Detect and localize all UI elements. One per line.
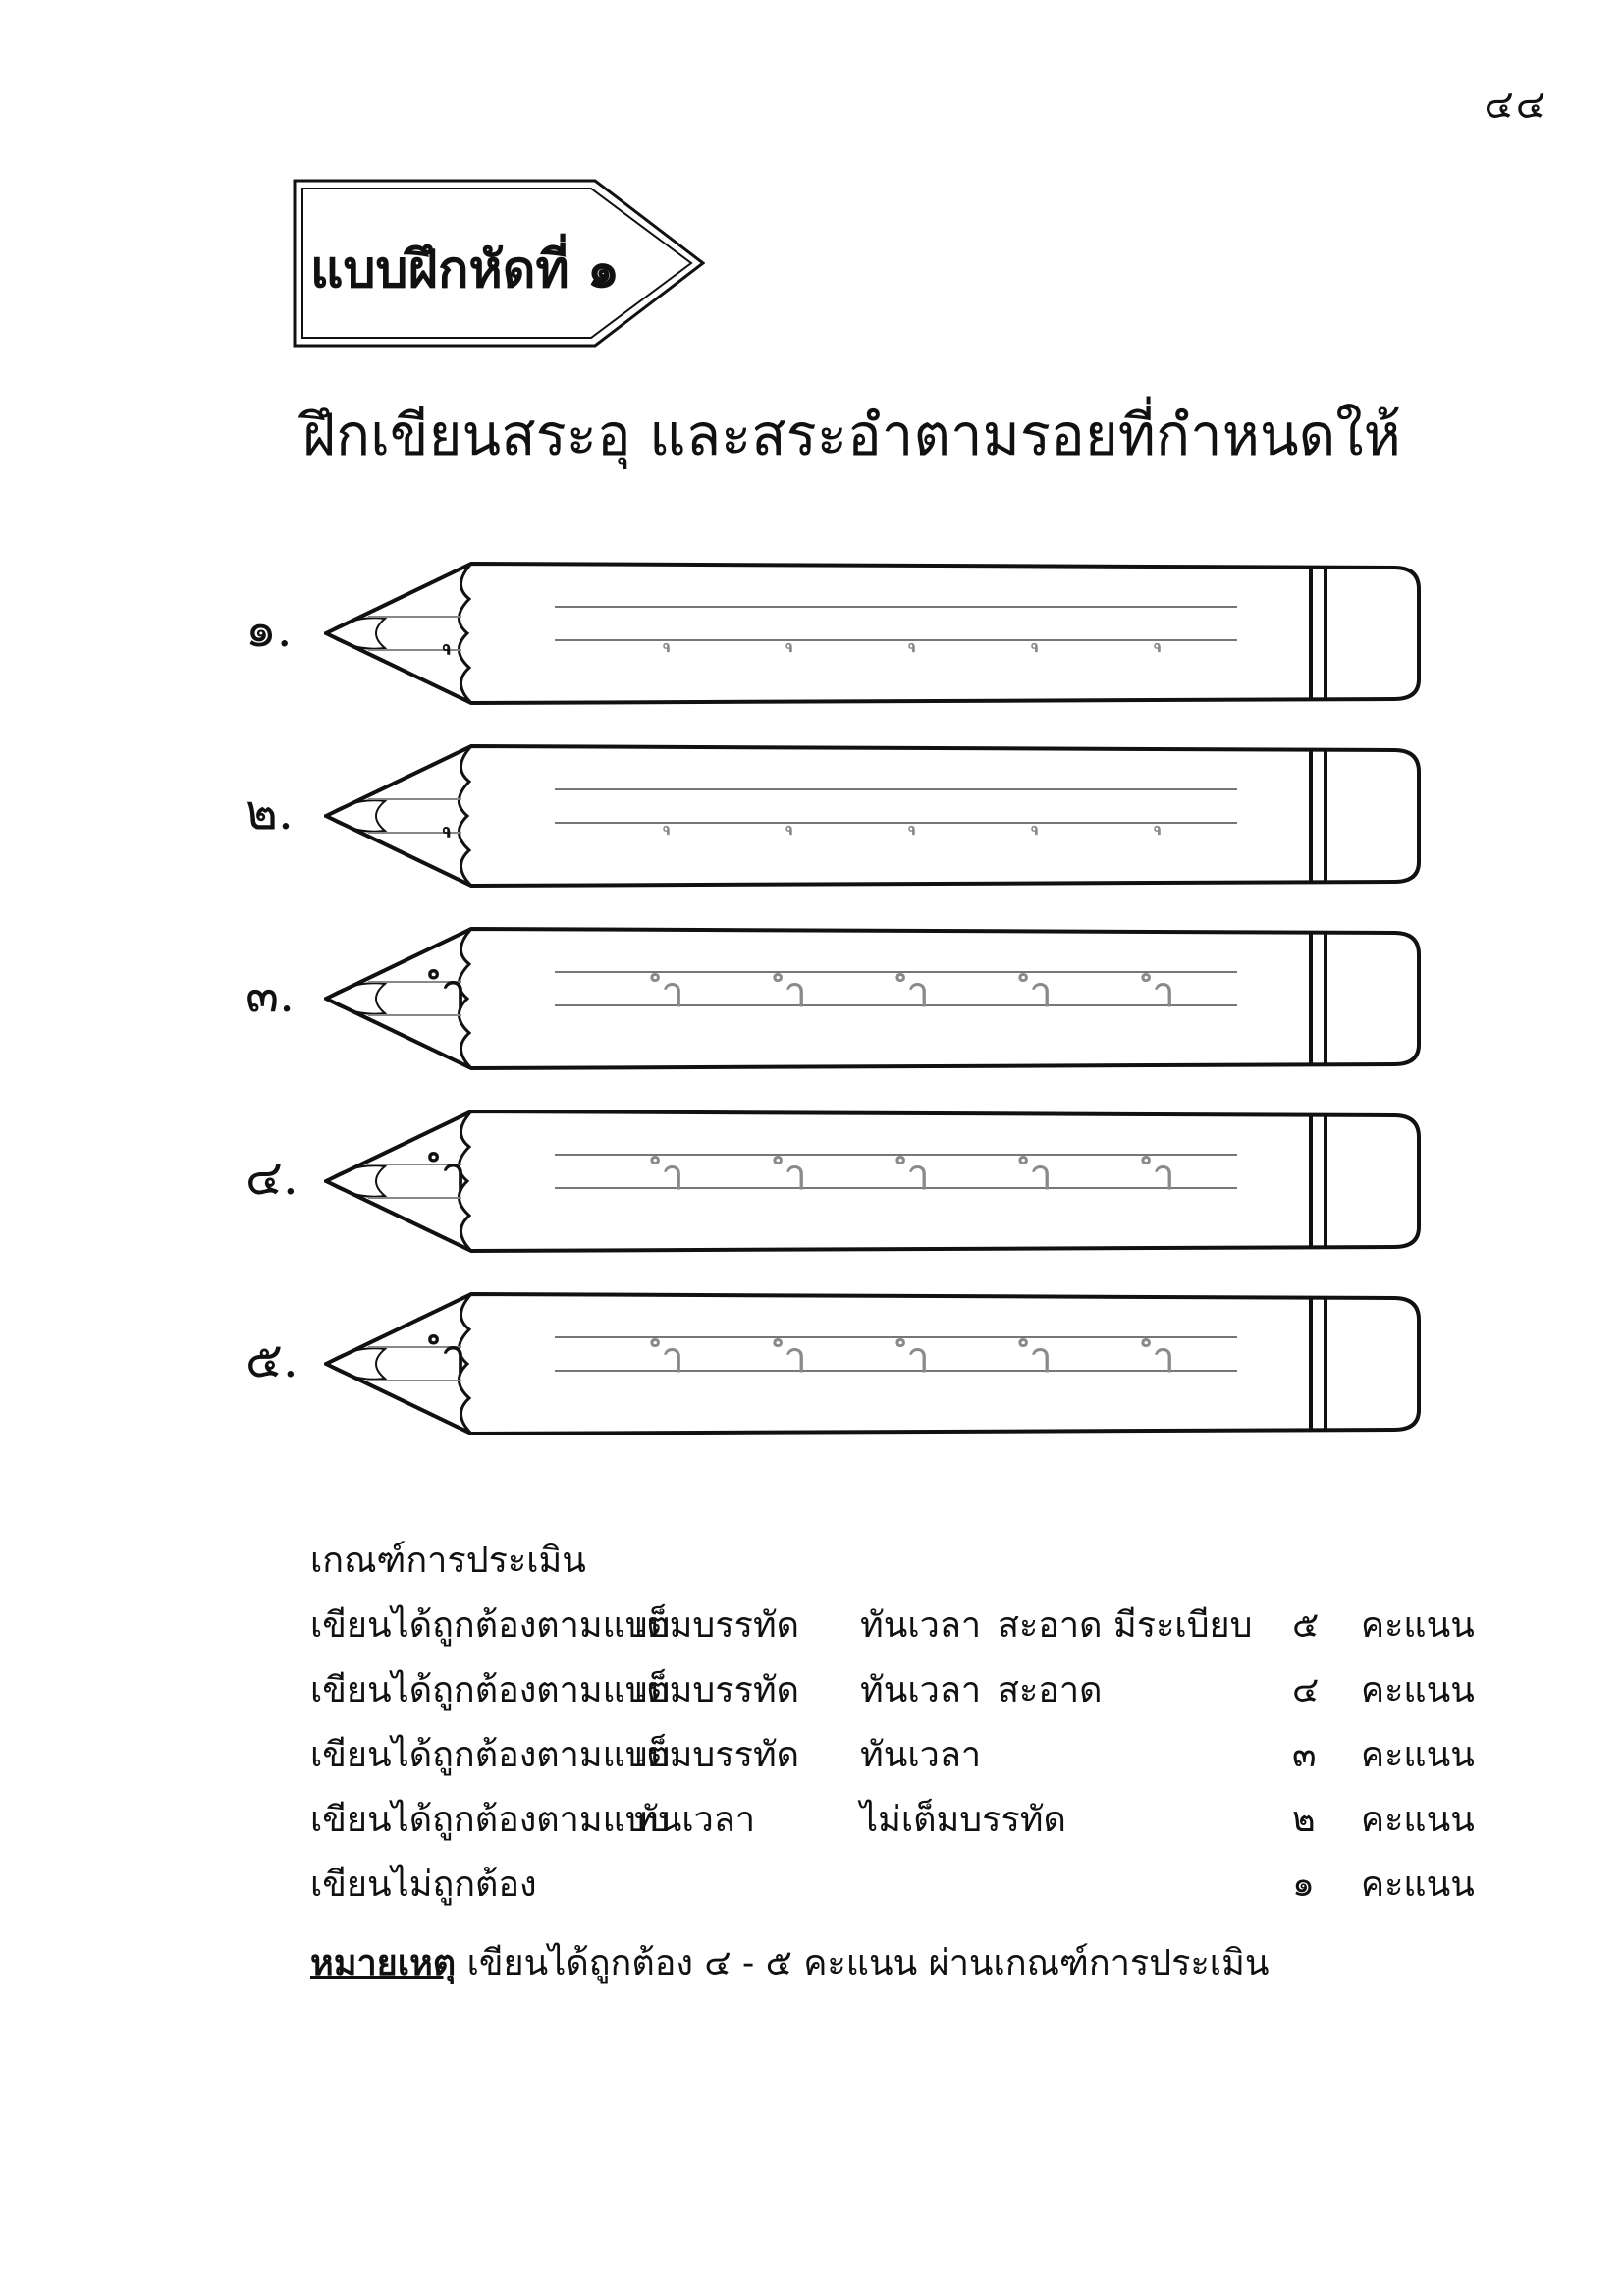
trace-guide-glyph xyxy=(1129,778,1198,842)
trace-guide-glyph: ำ xyxy=(906,968,930,1016)
criteria-condition: มีระเบียบ xyxy=(1113,1605,1253,1646)
criteria-condition: สะอาด xyxy=(998,1670,1103,1710)
trace-guide-glyph: ำ xyxy=(1029,1333,1053,1381)
trace-guide-glyph: ำ xyxy=(661,1151,684,1199)
criteria-condition: ทันเวลา xyxy=(860,1670,982,1710)
pencil-tip-glyph: ำ xyxy=(440,1147,467,1202)
trace-guide-glyph: ำ xyxy=(1152,1151,1175,1199)
criteria-condition: เต็มบรรทัด xyxy=(634,1605,800,1646)
trace-guide-glyph: ำ xyxy=(784,1151,807,1199)
criteria-unit: คะแนน xyxy=(1361,1670,1475,1710)
criteria-condition: เขียนไม่ถูกต้อง xyxy=(310,1865,537,1905)
trace-guide-glyph xyxy=(638,778,707,842)
note-text: เขียนได้ถูกต้อง ๔ - ๕ คะแนน ผ่านเกณฑ์การประเมิน xyxy=(456,1943,1270,1983)
trace-guide-glyph: ำ xyxy=(1152,1333,1175,1381)
criteria-row xyxy=(310,1791,1489,1850)
criteria-score: ๔ xyxy=(1292,1670,1320,1710)
pencil-row xyxy=(245,925,1424,1072)
trace-guide-glyph xyxy=(884,778,952,842)
trace-guide-glyph: ำ xyxy=(1152,968,1175,1016)
criteria-condition: เขียนได้ถูกต้องตามแบบ xyxy=(310,1735,671,1775)
trace-guide-glyph xyxy=(761,778,830,842)
criteria-condition: สะอาด xyxy=(998,1605,1103,1646)
criteria-condition: ทันเวลา xyxy=(634,1800,756,1840)
pencil-row xyxy=(245,1290,1424,1437)
criteria-row xyxy=(310,1856,1489,1915)
criteria-row xyxy=(310,1661,1489,1720)
trace-guide-glyph: ำ xyxy=(661,968,684,1016)
trace-guide-glyph xyxy=(884,595,952,660)
pencil-row xyxy=(245,742,1424,890)
criteria-condition: ทันเวลา xyxy=(860,1735,982,1775)
trace-guide-glyph: ำ xyxy=(784,968,807,1016)
trace-guide-glyph: ำ xyxy=(906,1333,930,1381)
pencil-row xyxy=(245,560,1424,707)
criteria-condition: เขียนได้ถูกต้องตามแบบ xyxy=(310,1670,671,1710)
trace-guide-glyph: ำ xyxy=(1029,968,1053,1016)
criteria-condition: เขียนได้ถูกต้องตามแบบ xyxy=(310,1800,671,1840)
row-number: ๒. xyxy=(245,784,294,840)
criteria-unit: คะแนน xyxy=(1361,1800,1475,1840)
page-number: ๔๔ xyxy=(1484,82,1547,128)
criteria-heading: เกณฑ์การประเมิน xyxy=(310,1541,586,1581)
criteria-score: ๕ xyxy=(1292,1605,1320,1646)
criteria-row xyxy=(310,1597,1489,1655)
pencil-row xyxy=(245,1108,1424,1255)
criteria-condition: เต็มบรรทัด xyxy=(634,1670,800,1710)
pencil-tip-glyph xyxy=(414,772,493,846)
trace-guide-glyph xyxy=(1006,778,1075,842)
exercise-title: แบบฝึกหัดที่ ๑ xyxy=(310,240,620,299)
instruction-text: ฝึกเขียนสระอุ และสระอำตามรอยที่กำหนดให้ xyxy=(302,402,1401,468)
trace-guide-glyph: ำ xyxy=(906,1151,930,1199)
criteria-condition: เต็มบรรทัด xyxy=(634,1735,800,1775)
criteria-score: ๑ xyxy=(1292,1865,1315,1905)
criteria-unit: คะแนน xyxy=(1361,1605,1475,1646)
trace-guide-glyph: ำ xyxy=(661,1333,684,1381)
criteria-score: ๒ xyxy=(1292,1800,1316,1840)
pencil-tip-glyph: ำ xyxy=(440,964,467,1019)
note-label: หมายเหตุ xyxy=(310,1942,457,1983)
trace-guide-glyph xyxy=(1006,595,1075,660)
pencil-tip-glyph xyxy=(414,589,493,664)
pencil-tip-glyph: ำ xyxy=(440,1329,467,1384)
row-number: ๔. xyxy=(245,1149,298,1206)
row-number: ๕. xyxy=(245,1331,298,1388)
trace-guide-glyph xyxy=(638,595,707,660)
criteria-score: ๓ xyxy=(1292,1735,1317,1775)
trace-guide-glyph xyxy=(761,595,830,660)
trace-guide-glyph: ำ xyxy=(784,1333,807,1381)
criteria-note xyxy=(310,1934,1269,1990)
criteria-condition: เขียนได้ถูกต้องตามแบบ xyxy=(310,1605,671,1646)
criteria-unit: คะแนน xyxy=(1361,1865,1475,1905)
criteria-condition: ทันเวลา xyxy=(860,1605,982,1646)
criteria-row xyxy=(310,1726,1489,1785)
exercise-title-tag xyxy=(293,179,705,348)
criteria-condition: ไม่เต็มบรรทัด xyxy=(860,1800,1066,1840)
row-number: ๑. xyxy=(245,601,293,658)
criteria-unit: คะแนน xyxy=(1361,1735,1475,1775)
trace-guide-glyph: ำ xyxy=(1029,1151,1053,1199)
row-number: ๓. xyxy=(245,966,296,1023)
trace-guide-glyph xyxy=(1129,595,1198,660)
